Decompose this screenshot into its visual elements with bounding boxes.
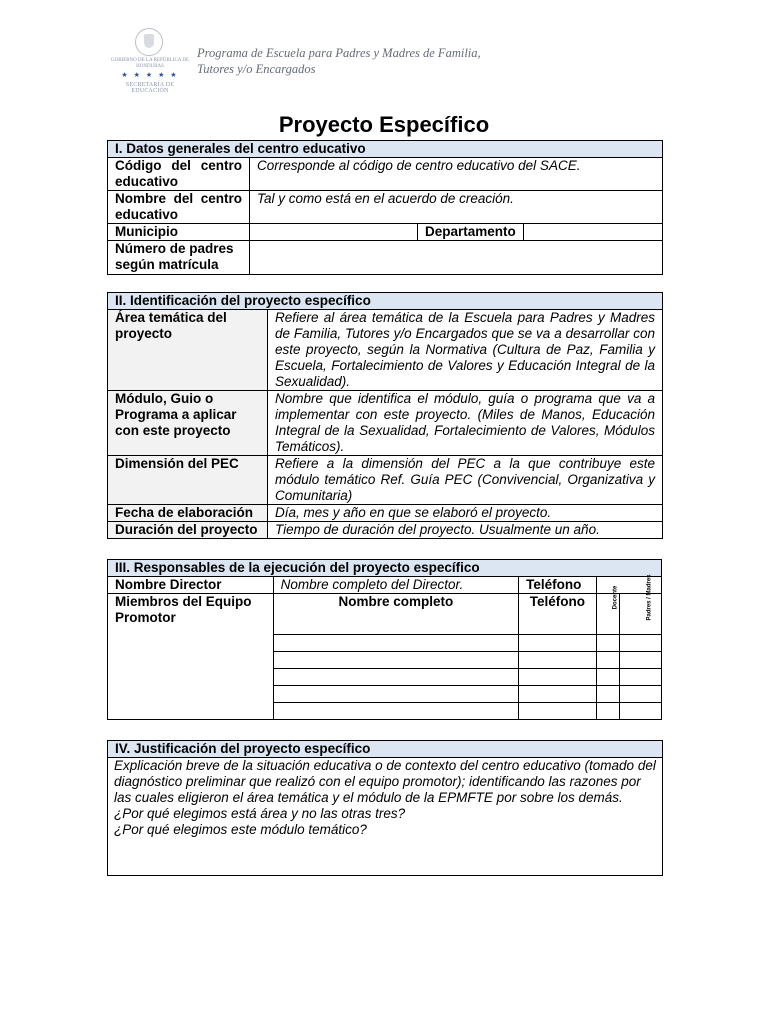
justificacion-question-1: ¿Por qué elegimos está área y no las otras tres?	[114, 806, 406, 821]
member-name-cell[interactable]	[273, 669, 518, 686]
logo-secretariat-text: SECRETARÍA DE EDUCACIÓN	[125, 82, 175, 94]
duracion-field[interactable]: Tiempo de duración del proyecto. Usualmente un año.	[268, 522, 663, 539]
member-docente-cell[interactable]	[596, 652, 619, 669]
member-padres-cell[interactable]	[619, 686, 662, 703]
area-tematica-field[interactable]: Refiere al área temática de la Escuela para Padres y Madres de Familia, Tutores y/o Encargados que se va a desarrollar con este proyecto, según la Normativa (Cultura de Paz, Familia y Escuela, Fortalecimiento de Valores y Educación Integral de la Sexualidad).	[268, 310, 663, 391]
dimension-pec-label: Dimensión del PEC	[108, 456, 268, 505]
member-padres-cell[interactable]	[619, 652, 662, 669]
program-line-1: Programa de Escuela para Padres y Madres de Familia,	[197, 46, 481, 60]
col-nombre-completo: Nombre completo	[273, 594, 518, 635]
director-field[interactable]: Nombre completo del Director.	[273, 577, 518, 594]
fecha-elaboracion-label: Fecha de elaboración	[108, 505, 268, 522]
miembros-label: Miembros del Equipo Promotor	[108, 594, 274, 720]
col-padres-madres: Padres / Madres	[646, 574, 653, 621]
section-1-table	[107, 140, 663, 275]
section-3-heading: III. Responsables de la ejecución del proyecto específico	[108, 560, 662, 577]
member-phone-cell[interactable]	[519, 703, 597, 720]
section-1-heading: I. Datos generales del centro educativo	[108, 141, 663, 158]
logo-stars: ★ ★ ★ ★ ★	[121, 72, 179, 79]
section-4-heading: IV. Justificación del proyecto específico	[108, 741, 663, 758]
nombre-centro-label: Nombre del centro educativo	[108, 191, 250, 224]
member-docente-cell[interactable]	[596, 703, 619, 720]
modulo-label: Módulo, Guio o Programa a aplicar con este proyecto	[108, 391, 268, 456]
section-4-table	[107, 740, 663, 876]
member-phone-cell[interactable]	[519, 635, 597, 652]
member-phone-cell[interactable]	[519, 652, 597, 669]
padres-field[interactable]	[250, 241, 663, 275]
municipio-field[interactable]	[250, 224, 418, 241]
member-docente-cell[interactable]	[596, 635, 619, 652]
municipio-label: Municipio	[108, 224, 250, 241]
coat-of-arms-icon	[135, 28, 163, 56]
justificacion-text: Explicación breve de la situación educativa o de contexto del centro educativo (tomado del diagnóstico preliminar que realizó con el equipo promotor); identificando las razones por las cuales eligieron el área temática y el módulo de la EPMFTE por sobre los demás.	[114, 758, 656, 805]
section-2-table	[107, 292, 663, 539]
member-name-cell[interactable]	[273, 686, 518, 703]
justificacion-question-2: ¿Por qué elegimos este módulo temático?	[114, 822, 367, 837]
duracion-label: Duración del proyecto	[108, 522, 268, 539]
codigo-label: Código del centro educativo	[108, 158, 250, 191]
member-docente-cell[interactable]	[596, 686, 619, 703]
section-3-table	[107, 559, 662, 720]
area-tematica-label: Área temática del proyecto	[108, 310, 268, 391]
padres-label: Número de padres según matrícula	[108, 241, 250, 275]
section-2-heading: II. Identificación del proyecto específico	[108, 293, 663, 310]
fecha-elaboracion-field[interactable]: Día, mes y año en que se elaboró el proyecto.	[268, 505, 663, 522]
member-padres-cell[interactable]	[619, 635, 662, 652]
member-phone-cell[interactable]	[519, 686, 597, 703]
program-name	[197, 45, 481, 77]
member-name-cell[interactable]	[273, 703, 518, 720]
justificacion-field[interactable]	[108, 758, 663, 876]
codigo-field[interactable]: Corresponde al código de centro educativo del SACE.	[250, 158, 663, 191]
col-telefono: Teléfono	[519, 594, 597, 635]
director-telefono-label: Teléfono	[519, 577, 597, 594]
member-padres-cell[interactable]	[619, 703, 662, 720]
col-docente: Docente	[612, 585, 619, 610]
dimension-pec-field[interactable]: Refiere a la dimensión del PEC a la que contribuye este módulo temático Ref. Guía PEC (Convivencial, Organizativa y Comunitaria)	[268, 456, 663, 505]
director-label: Nombre Director	[108, 577, 274, 594]
departamento-label: Departamento	[418, 224, 524, 241]
secretaria-educacion-logo	[108, 26, 192, 94]
member-phone-cell[interactable]	[519, 669, 597, 686]
member-name-cell[interactable]	[273, 652, 518, 669]
logo-government-text: GOBIERNO DE LA REPÚBLICA DE HONDURAS	[110, 58, 190, 69]
member-padres-cell[interactable]	[619, 669, 662, 686]
page-title: Proyecto Específico	[278, 112, 490, 137]
nombre-centro-field[interactable]: Tal y como está en el acuerdo de creación.	[250, 191, 663, 224]
member-docente-cell[interactable]	[596, 669, 619, 686]
departamento-field[interactable]	[524, 224, 663, 241]
member-name-cell[interactable]	[273, 635, 518, 652]
program-line-2: Tutores y/o Encargados	[197, 62, 316, 76]
modulo-field[interactable]: Nombre que identifica el módulo, guía o programa que va a implementar con este proyecto. (Miles de Manos, Educación Integral de la Sexualidad, Fortalecimiento de Valores, Módulos Temáticos).	[268, 391, 663, 456]
